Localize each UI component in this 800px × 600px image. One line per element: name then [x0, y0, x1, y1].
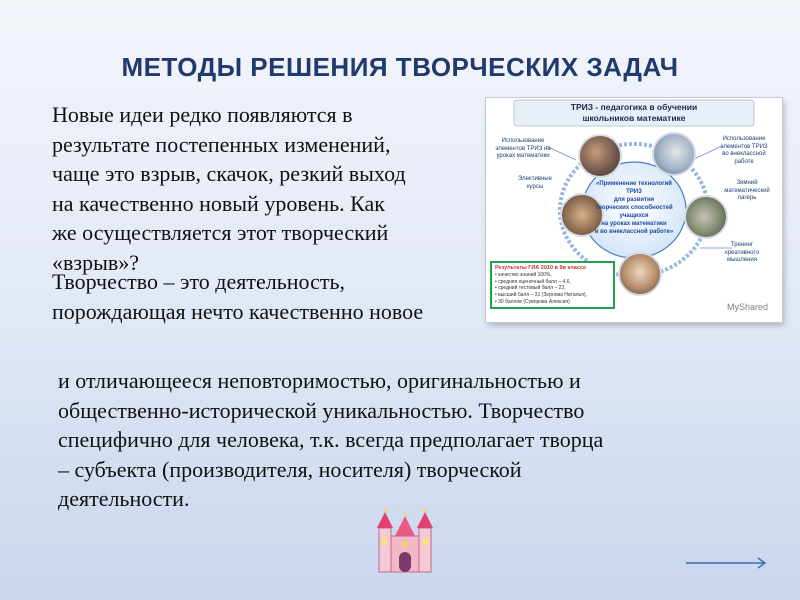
- diagram-title: [486, 102, 782, 124]
- myshared-watermark: MyShared: [726, 302, 768, 312]
- classroom-photo-1: [578, 134, 622, 178]
- classroom-photo-5: [618, 252, 662, 296]
- text-line: – субъекта (производителя, носителя) творческой: [58, 456, 522, 482]
- paragraph-intro: [52, 100, 406, 277]
- label-lessons: Использование элементов ТРИЗ на уроках математики: [495, 138, 551, 159]
- diagram-title-line: школьников математике: [582, 113, 686, 123]
- text-line: Новые идеи редко появляются в: [52, 102, 353, 127]
- diagram-center-text: «Применение технологий ТРИЗ для развития творческих способностей учащихся на уроках математики и во внеклассной работе»: [594, 181, 674, 235]
- label-electives: Элективные курсы: [518, 176, 552, 190]
- next-arrow-icon[interactable]: [684, 555, 770, 571]
- text-line: на качественно новый уровень. Как: [52, 190, 385, 216]
- text-line: «взрыв»?: [52, 249, 140, 275]
- paragraph-definition: [52, 267, 423, 326]
- text-line: и отличающееся неповторимостью, оригинальностью и: [58, 368, 581, 393]
- text-line: порождающая нечто качественно новое: [52, 298, 424, 324]
- results-box: [490, 261, 615, 309]
- text-line: общественно-исторической уникальностью. Творчество: [58, 397, 585, 423]
- text-line: чаще это взрыв, скачок, резкий выход: [52, 161, 406, 186]
- results-line: • средний тестовый балл – 23,: [495, 285, 566, 292]
- results-line: • 30 баллов (Суворова Алексия): [495, 298, 570, 305]
- text-line: специфично для человека, т.к. всегда предполагает творца: [58, 427, 604, 452]
- paragraph-continuation: [58, 366, 603, 514]
- classroom-photo-2: [652, 132, 696, 176]
- text-line: деятельности.: [58, 486, 190, 511]
- results-line: • качество знаний 100%,: [495, 271, 552, 278]
- triz-diagram-image: [486, 98, 782, 322]
- results-line: • высший балл – 31 (Зернова Наталья),: [495, 292, 587, 299]
- text-line: результате постепенных изменений,: [52, 131, 391, 157]
- castle-icon: [375, 506, 435, 576]
- results-line: • средняя оценочный балл – 4,6,: [495, 278, 571, 285]
- diagram-title-line: ТРИЗ - педагогика в обучении: [570, 102, 698, 112]
- label-extracurricular: Использование элементов ТРИЗ во внеклассной работе: [720, 136, 768, 165]
- label-winter-camp: Зимний математический лагерь: [724, 180, 770, 201]
- slide-title: МЕТОДЫ РЕШЕНИЯ ТВОРЧЕСКИХ ЗАДАЧ: [121, 52, 679, 82]
- text-line: же осуществляется этот творческий: [52, 220, 389, 245]
- results-title: Результаты ГИА 2010 в 9в классе: [495, 265, 586, 271]
- label-creativity-training: Тренинг креативного мышления: [725, 242, 759, 263]
- text-line: Творчество – это деятельность,: [52, 269, 345, 294]
